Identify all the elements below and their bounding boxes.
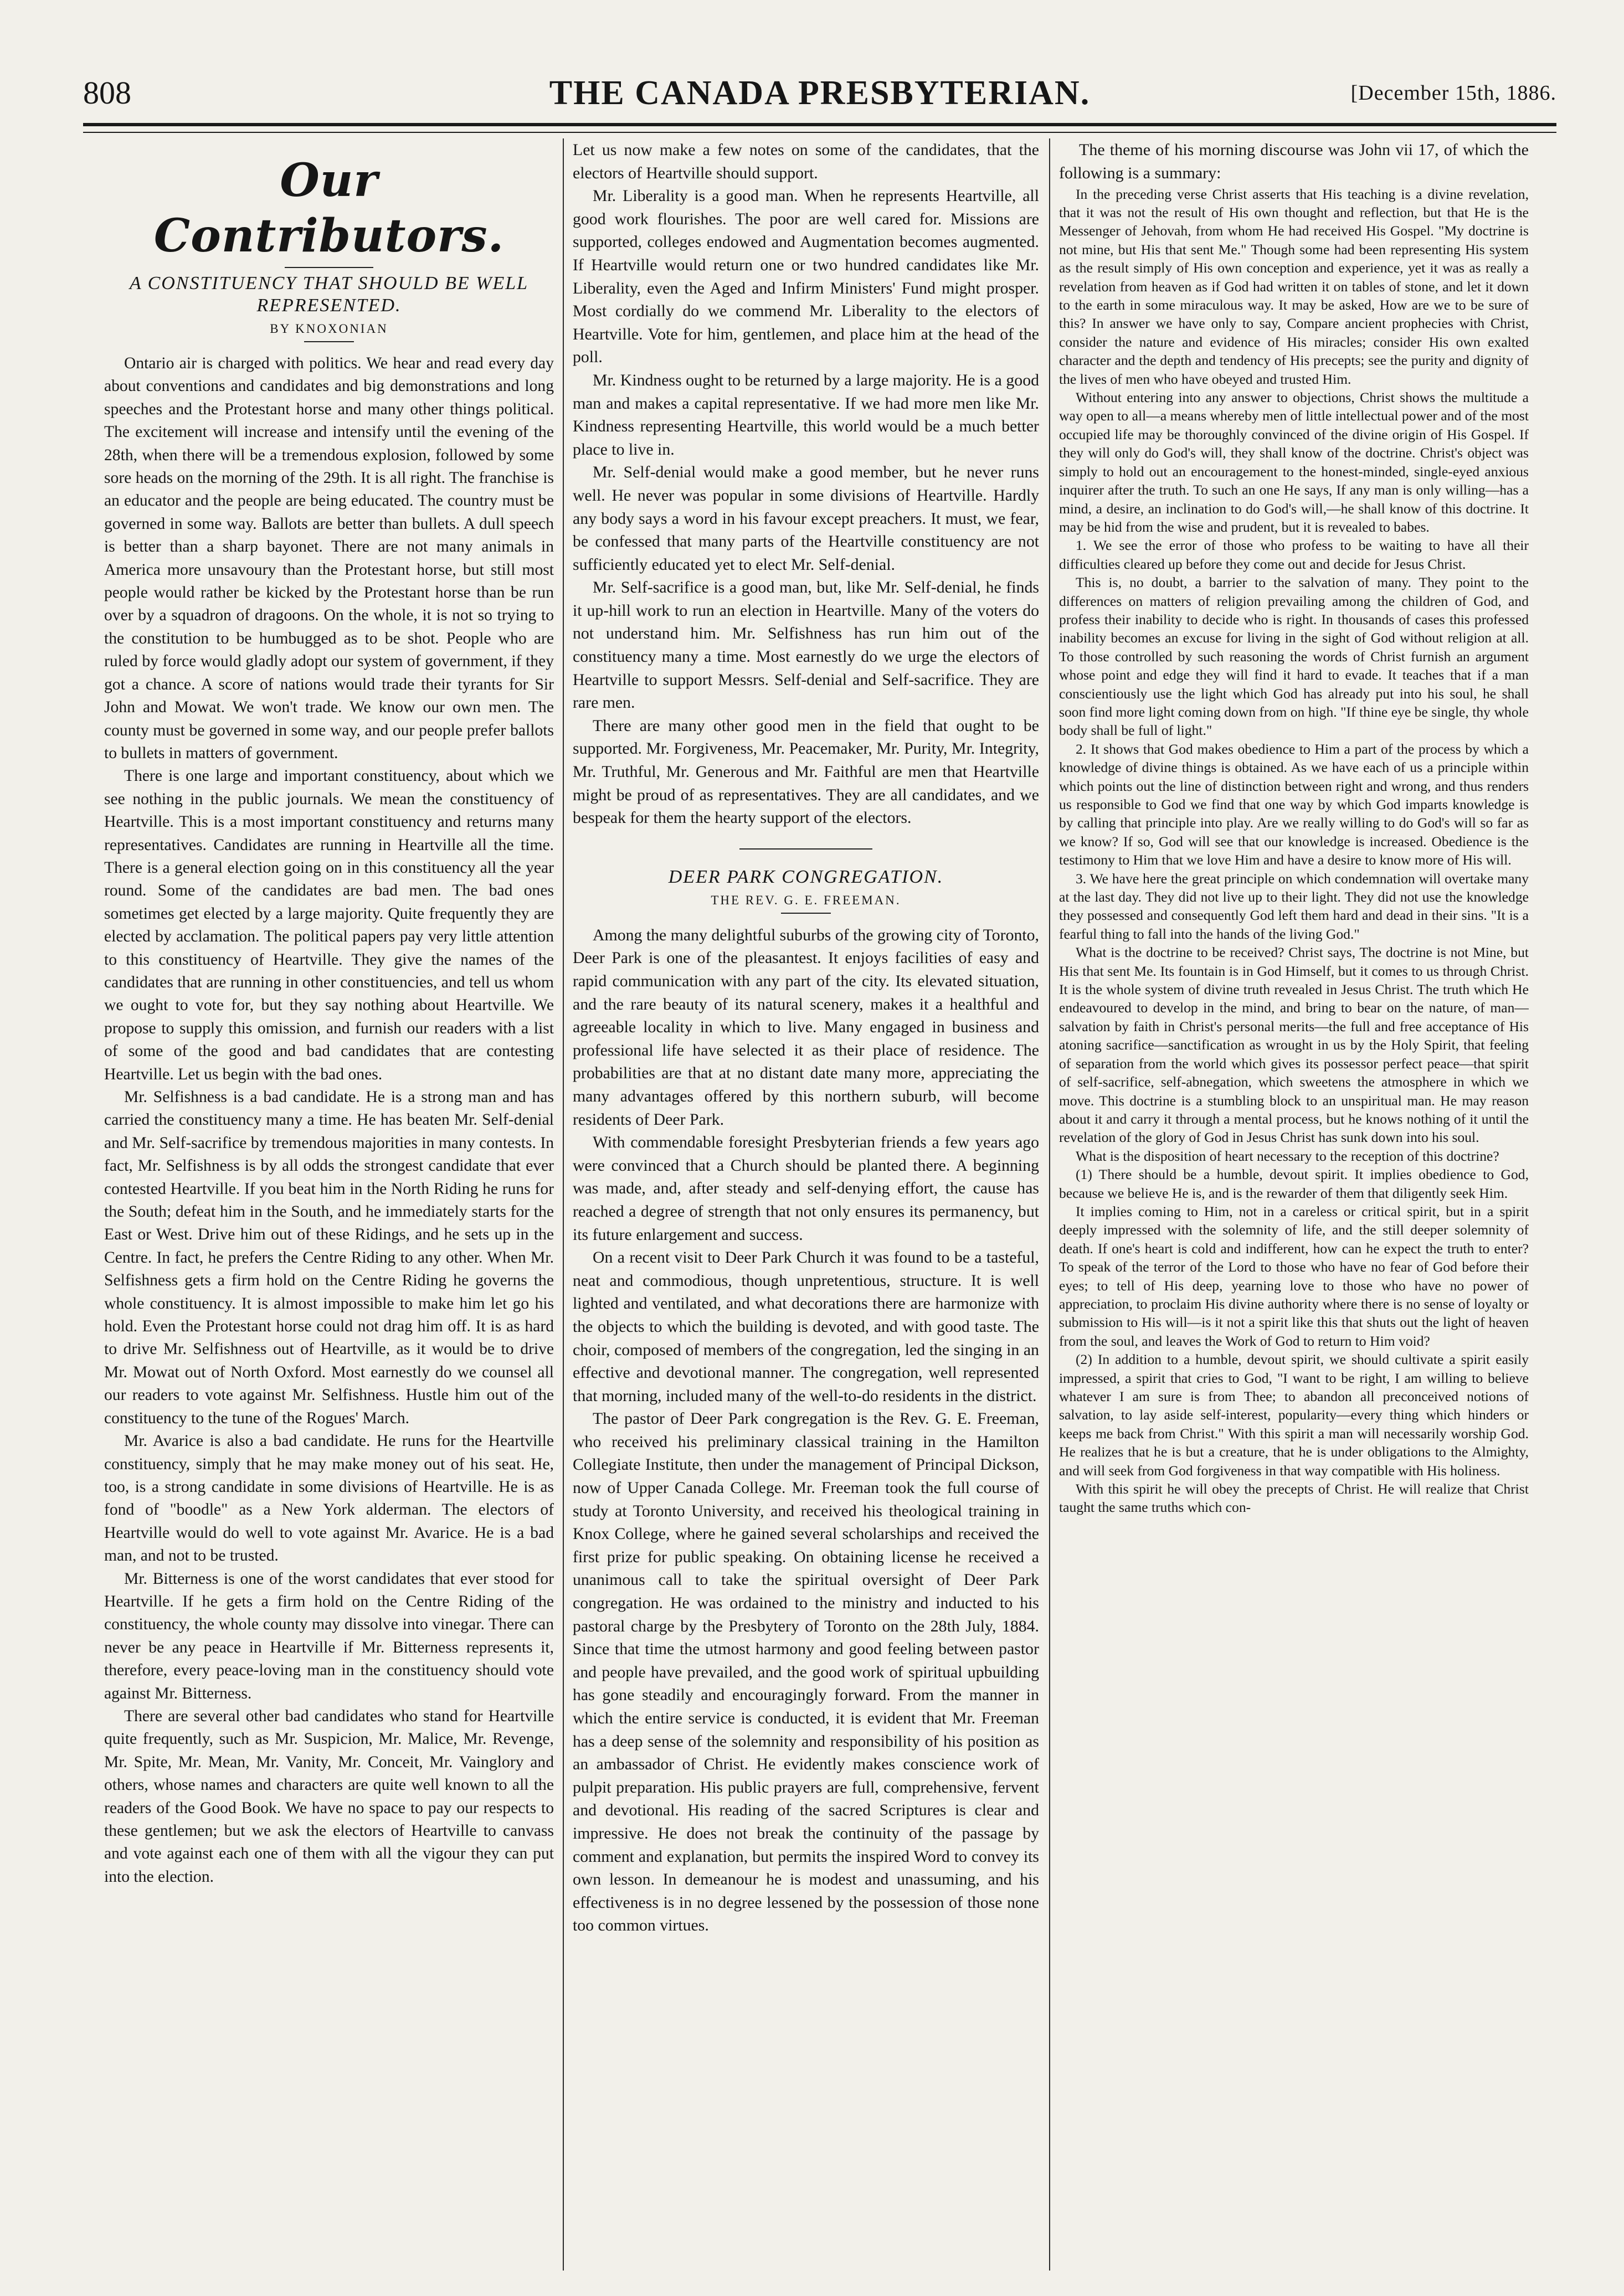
article-paragraph: The theme of his morning discourse was John vii 17, of which the following is a summary:	[1059, 141, 1529, 182]
byline-rule	[304, 341, 354, 342]
summary-paragraph: What is the disposition of heart necessary to the reception of this doctrine?	[1076, 1147, 1499, 1164]
article-paragraph: There is one large and important constituency, about which we see nothing in the public journals. We mean the constituency of Heartville. This is a most important constituency and returns many representatives. Candidates are running in Heartville all the time. There is a general election going on in this constituency all the year round. Some of the candidates are bad men. The bad ones sometimes get elected by a large majority. Quite frequently they are elected by acclamation. The political papers pay very little attention to this constituency of Heartville. They give the names of the candidates that are running in other constituencies, and tell us whom we ought to vote for, but they say nothing about Heartville. We propose to supply this omission, and furnish our readers with a list of some of the good and bad candidates that are contesting Heartville. Let us begin with the bad ones.	[104, 767, 554, 1083]
article-paragraph: There are many other good men in the field that ought to be supported. Mr. Forgiveness, Mr. Peacemaker, Mr. Purity, Mr. Integrity, Mr. Truthful, Mr. Generous and Mr. Faithful are men that Heartville might be proud of as representatives. They are all candidates, and we bespeak for them the hearty support of the electors.	[573, 716, 1039, 827]
article-paragraph: Among the many delightful suburbs of the growing city of Toronto, Deer Park is one of the pleasantest. It enjoys facilities of easy and rapid communication with any part of the city. Its elevated situation, and the rare beauty of its natural scenery, makes it a healthful and agreeable locality in which to live. Many engaged in business and professional life have selected it as their place of residence. The probabilities are that at no distant date many more, appreciating the many advantages offered by this northern suburb, will become residents of Deer Park.	[573, 925, 1039, 1129]
summary-paragraph: With this spirit he will obey the precepts of Christ. He will realize that Christ taught the same truths which con-	[1059, 1481, 1529, 1516]
article-paragraph: Mr. Self-sacrifice is a good man, but, like Mr. Self-denial, he finds it up-hill work to run an election in Heartville. Many of the voters do not understand him. Mr. Selfishness has run him out of the constituency many a time. Most earnestly do we urge the electors of Heartville to support Messrs. Self-denial and Self-sacrifice. They are rare men.	[573, 578, 1039, 712]
article-paragraph: Let us now make a few notes on some of the candidates, that the electors of Heartville should support.	[573, 141, 1039, 182]
heading-rule	[285, 267, 373, 268]
newspaper-title: THE CANADA PRESBYTERIAN.	[549, 74, 1091, 112]
summary-paragraph: (1) There should be a humble, devout spirit. It implies obedience to God, because we believe He is, and is the rewarder of them that diligently seek Him.	[1059, 1166, 1529, 1201]
page-number: 808	[83, 75, 131, 111]
summary-paragraph: (2) In addition to a humble, devout spirit, we should cultivate a spirit easily impressed, a spirit that cries to God, "I want to be right, I am willing to believe whatever I am sure is from Thee; to abandon all preconceived notions of salvation, to lay aside self-interest, popularity—every thing which hinders or keeps me back from Christ." With this spirit a man will necessarily worship God. He realizes that he is but a creature, that he is under obligations to the Almighty, and will seek from God forgiveness in that way compatible with His holiness.	[1059, 1351, 1529, 1479]
article-paragraph: On a recent visit to Deer Park Church it was found to be a tasteful, neat and commodious, though unpretentious, structure. It is well lighted and ventilated, and what decorations there are harmonize with the objects to which the building is devoted, and with good taste. The choir, composed of members of the congregation, led the singing in an effective and devotional manner. The congregation, well represented that morning, included many of the well-to-do residents in the district.	[573, 1248, 1039, 1405]
article-paragraph: Mr. Avarice is also a bad candidate. He runs for the Heartville constituency, simply that he may make money out of his seat. He, too, is a strong candidate in some divisions of Heartville. He is as fond of "boodle" as a New York alderman. The electors of Heartville would do well to vote against Mr. Avarice. He is a bad man, and not to be trusted.	[104, 1432, 554, 1565]
article-paragraph: Mr. Bitterness is one of the worst candidates that ever stood for Heartville. If he gets a firm hold on the Centre Riding of the constituency, the whole county may dissolve into vinegar. There can never be any peace in Heartville if Mr. Bitterness represents it, therefore, every peace-loving man in the constituency should vote against Mr. Bitterness.	[104, 1569, 554, 1702]
summary-paragraph: 1. We see the error of those who profess to be waiting to have all their difficulties cleared up before they come out and decide for Jesus Christ.	[1059, 537, 1529, 572]
summary-paragraph: Without entering into any answer to objections, Christ shows the multitude a way open to all—a means whereby men of little intellectual power and of the most occupied life may be thoroughly convinced of the divine origin of His Gospel. If they will only do God's will, they shall know of the doctrine. Christ's object was simply to hold out an encouragement to the honest-minded, single-eyed anxious inquirer after the truth. To such an one He says, If any man is only willing—has a mind, a desire, an inclination to do God's will,—he shall know of this doctrine. It may be hid from the wise and prudent, but it is revealed to babes.	[1059, 389, 1529, 535]
article-title: A CONSTITUENCY THAT SHOULD BE WELL REPRESENTED.	[129, 273, 529, 316]
article-paragraph: With commendable foresight Presbyterian friends a few years ago were convinced that a Church should be planted there. A beginning was made, and, after steady and self-denying effort, the cause has reached a degree of strength that not only ensures its permanency, but its future enlargement and success.	[573, 1133, 1039, 1244]
byline-rule	[781, 913, 831, 914]
column-1	[104, 138, 554, 2276]
column-3	[1059, 138, 1529, 2276]
column-divider	[563, 138, 564, 2271]
column-divider	[1049, 138, 1050, 2271]
masthead-rule-heavy	[83, 123, 1556, 126]
summary-paragraph: 2. It shows that God makes obedience to Him a part of the process by which a knowledge of divine things is obtained. As we have each of us a principle within which points out the line of distinction between right and wrong, and thus renders us responsible to God we find that one way by which God imparts knowledge is by calling that principle into play. Are we really willing to do God's will so far as we know? If so, God will see that our knowledge is increased. Obedience is the testimony to Him that we love Him and have a desire to know more of His will.	[1059, 740, 1529, 868]
article-paragraph: The pastor of Deer Park congregation is the Rev. G. E. Freeman, who received his preliminary classical training in the Hamilton Collegiate Institute, then under the management of Principal Dickson, now of Upper Canada College. Mr. Freeman took the full course of study at Toronto University, and received his theological training in Knox College, where he gained several scholarships and received the first prize for public speaking. On obtaining license he received a unanimous call to take the spiritual oversight of Deer Park congregation. He was ordained to the ministry and inducted to his pastoral charge by the Presbytery of Toronto on the 28th July, 1884. Since that time the utmost harmony and good feeling between pastor and people have prevailed, and the good work of spiritual upbuilding has gone steadily and encouragingly forward. From the manner in which the entire service is conducted, it is evident that Mr. Freeman has a deep sense of the solemnity and responsibility of his position as an ambassador of Christ. He evidently makes conscience work of pulpit preparation. His public prayers are full, comprehensive, fervent and devotional. His reading of the sacred Scriptures is clear and impressive. He does not break the continuity of the passage by comment and explanation, but permits the inspired Word to convey its own lesson. In demeanour he is modest and unassuming, and his effectiveness is in no degree lessened by the possession of those none too common virtues.	[573, 1409, 1039, 1935]
masthead	[83, 71, 1556, 115]
issue-date: [December 15th, 1886.	[1350, 81, 1556, 105]
article-paragraph: Mr. Liberality is a good man. When he represents Heartville, all good work flourishes. The poor are well cared for. Missions are supported, colleges endowed and Augmentation becomes augmented. If Heartville would return one or two hundred candidates like Mr. Liberality, even the Aged and Infirm Ministers' Fund might prosper. Most cordially do we commend Mr. Liberality to the electors of Heartville. Vote for him, gentlemen, and place him at the head of the poll.	[573, 187, 1039, 367]
summary-paragraph: 3. We have here the great principle on which condemnation will overtake many at the last day. They did not live up to their light. They did not use the knowledge they possessed and consequently God left them hard and dead in their sins. "It is a fearful thing to fall into the hands of the living God."	[1059, 870, 1529, 942]
summary-paragraph: It implies coming to Him, not in a careless or critical spirit, but in a spirit deeply impressed with the solemnity of life, and the still deeper solemnity of death. If one's heart is cold and indifferent, how can he expect the truth to enter? To speak of the terror of the Lord to those who have no fear of God before their eyes; to tell of His deep, yearning love to those who have no power of appreciation, to proclaim His divine authority where there is no sense of loyalty or submission to His will—is it not a spirit like this that shuts out the light of heaven from the soul, and leaves the Work of God to return to Him void?	[1059, 1203, 1529, 1349]
masthead-rule-thin	[83, 132, 1556, 133]
section-heading: Our Contributors.	[153, 154, 505, 262]
article-paragraph: Mr. Kindness ought to be returned by a large majority. He is a good man and makes a capital representative. If we had more men like Mr. Kindness representing Heartville, this world would be a much better place to live in.	[573, 370, 1039, 459]
article-paragraph: There are several other bad candidates who stand for Heartville quite frequently, such as Mr. Suspicion, Mr. Malice, Mr. Revenge, Mr. Spite, Mr. Mean, Mr. Vanity, Mr. Conceit, Mr. Vainglory and others, whose names and characters are quite well known to all the readers of the Good Book. We have no space to pay our respects to these gentlemen; but we ask the electors of Heartville to canvass and vote against each one of them with all the vigour they can put into the election.	[104, 1707, 554, 1886]
summary-paragraph: This is, no doubt, a barrier to the salvation of many. They point to the differences on matters of religion prevailing among the children of God, and profess their inability to decide who is right. In thousands of cases this professed inability becomes an excuse for living in the sight of God without religion at all. To those controlled by such reasoning the words of Christ furnish an argument whose point and edge they will find it hard to evade. It teaches that if a man conscientiously use the light which God has already put into his soul, he shall soon find more light coming down from on high. "If thine eye be single, thy whole body shall be full of light."	[1059, 574, 1529, 739]
article-paragraph: Mr. Selfishness is a bad candidate. He is a strong man and has carried the constituency many a time. He has beaten Mr. Self-denial and Mr. Self-sacrifice by tremendous majorities in many contests. In fact, Mr. Selfishness is by all odds the strongest candidate that ever contested Heartville. If you beat him in the North Riding he runs for the South; defeat him in the South, and he immediately starts for the East or West. Drive him out of these Ridings, and he sets up in the Centre. In fact, he prefers the Centre Riding to any other. When Mr. Selfishness gets a firm hold on the Centre Riding he governs the whole constituency. It is almost impossible to make him let go his hold. Even the Protestant horse could not drag him off. It is as hard to drive Mr. Selfishness out of Heartville, as it would be to drive Mr. Mowat out of North Oxford. Most earnestly do we counsel all our readers to vote against Mr. Selfishness. Hustle him out of the constituency to the tune of the Rogues' March.	[104, 1088, 554, 1427]
article-byline: BY KNOXONIAN	[270, 322, 388, 336]
column-2	[573, 138, 1039, 2276]
article-byline: THE REV. G. E. FREEMAN.	[711, 893, 901, 907]
article-title: DEER PARK CONGREGATION.	[668, 866, 944, 887]
section-break-rule	[739, 848, 872, 850]
summary-paragraph: In the preceding verse Christ asserts that His teaching is a divine revelation, that it was not the result of His own thought and reflection, but that He is the Messenger of Jehovah, from whom He had received His Gospel. "My doctrine is not mine, but His that sent Me." Though some had been representing His system as the result simply of His own conception and experience, yet it was as really a revelation from heaven as if God had written it on tables of stone, and let it down to the earth in some miraculous way. It may be asked, How are we to be sure of this? In answer we have only to say, Compare ancient prophecies with Christ, consider the nature and evidence of His miracles; consider His own exalted character and the depth and tendency of His precepts; see the purity and dignity of the lives of men who have obeyed and trusted Him.	[1059, 186, 1529, 387]
article-paragraph: Ontario air is charged with politics. We hear and read every day about conventions and candidates and big demonstrations and long speeches and the Protestant horse and many other things political. The excitement will increase and intensify until the evening of the 28th, when there will be a tremendous explosion, followed by some sore heads on the morning of the 29th. It is all right. The franchise is an educator and the people are being educated. The country must be governed in some way. Ballots are better than bullets. A dull speech is better than a sharp bayonet. There are not many animals in America more unsavoury than the Protestant horse, but still most people would rather be kicked by the Protestant horse than be run over by a squadron of dragoons. On the whole, it is not so trying to the constitution to be humbugged as to be shot. People who are ruled by force would gladly adopt our system of government, if they got a chance. A score of nations would trade their tyrants for Sir John and Mowat. We won't trade. We know our own men. The county must be governed in some way, and our people prefer ballots to bullets in matters of government.	[104, 354, 554, 762]
article-paragraph: Mr. Self-denial would make a good member, but he never runs well. He never was popular in some divisions of Heartville. Hardly any body says a word in his favour except preachers. It must, we fear, be confessed that many parts of the Heartville constituency are not sufficiently educated yet to elect Mr. Self-denial.	[573, 463, 1039, 574]
summary-paragraph: What is the doctrine to be received? Christ says, The doctrine is not Mine, but His that sent Me. Its fountain is in God Himself, but it comes to us through Christ. It is the whole system of divine truth revealed in Jesus Christ. The truth which He endeavoured to develop in the mind, and bring to bear on the nature, of man—salvation by faith in Christ's personal merits—the full and free acceptance of His atoning sacrifice—sanctification as wrought in us by the Holy Spirit, that feeling of separation from the world which gives its possessor perfect peace—that spirit of self-sacrifice, self-abnegation, which sweetens the atmosphere in which we move. This doctrine is a stumbling block to an unspiritual man. He may reason about it and carry it through a mental process, but he knows nothing of it until the revelation of the glory of God in Jesus Christ has sunk down into his soul.	[1059, 944, 1529, 1146]
